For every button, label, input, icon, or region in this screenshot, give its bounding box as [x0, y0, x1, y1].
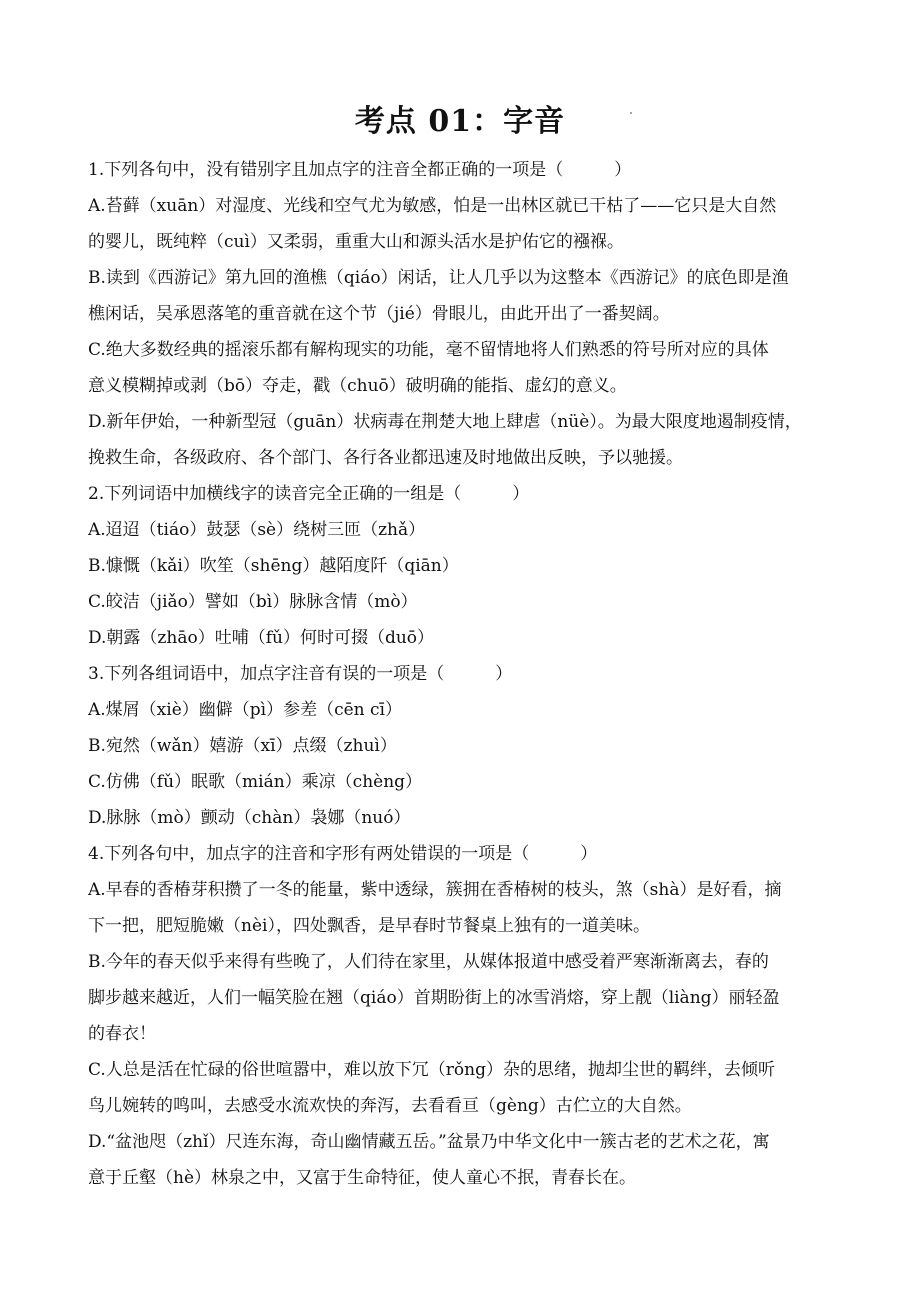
text-line: 的婴儿，既纯粹（cuì）又柔弱，重重大山和源头活水是护佑它的襁褓。 — [88, 232, 624, 252]
text-line: C.人总是活在忙碌的俗世喧嚣中，难以放下冗（rǒng）杂的思绪，抛却尘世的羁绊，去倾听 — [88, 1060, 775, 1080]
text-line: 挽救生命，各级政府、各个部门、各行各业都迅速及时地做出反映，予以驰援。 — [88, 448, 683, 468]
decorative-dot — [630, 112, 632, 114]
text-line: 鸟儿婉转的鸣叫，去感受水流欢快的奔泻，去看看亘（gèng）古伫立的大自然。 — [88, 1096, 692, 1116]
text-line: 脚步越来越近，人们一幅笑脸在翘（qiáo）首期盼街上的冰雪消熔，穿上靓（liàng）丽轻盈 — [88, 988, 780, 1008]
question-content — [88, 152, 838, 1196]
text-line: B.今年的春天似乎来得有些晚了，人们待在家里，从媒体报道中感受着严寒渐渐离去，春的 — [88, 952, 769, 972]
text-line: 意义模糊掉或剥（bō）夺走，戳（chuō）破明确的能指、虚幻的意义。 — [88, 376, 627, 396]
text-line: 的春衣！ — [88, 1024, 156, 1044]
text-line: A.迢迢（tiáo）鼓瑟（sè）绕树三匝（zhǎ） — [88, 520, 426, 540]
text-line: 2.下列词语中加横线字的读音完全正确的一组是（ ） — [88, 484, 530, 504]
text-line: D.新年伊始，一种新型冠（guān）状病毒在荆楚大地上肆虐（nüè）。为最大限度地遏制疫情， — [88, 412, 802, 432]
text-line: A.苔藓（xuān）对湿度、光线和空气尤为敏感，怕是一出林区就已干枯了——它只是大自然 — [88, 196, 777, 216]
text-line: C.皎洁（jiǎo）譬如（bì）脉脉含情（mò） — [88, 592, 418, 612]
text-line: A.早春的香椿芽积攒了一冬的能量，紫中透绿，簇拥在香椿树的枝头，煞（shà）是好看，摘 — [88, 880, 782, 900]
page-title: 考点 01：字音 — [354, 104, 566, 139]
text-line: B.读到《西游记》第九回的渔樵（qiáo）闲话，让人几乎以为这整本《西游记》的底色即是渔 — [88, 268, 789, 288]
text-line: 下一把，肥短脆嫩（nèi），四处飘香，是早春时节餐桌上独有的一道美味。 — [88, 916, 650, 936]
text-line: 樵闲话，吴承恩落笔的重音就在这个节（jié）骨眼儿，由此开出了一番契阔。 — [88, 304, 670, 324]
text-line: 1.下列各句中，没有错别字且加点字的注音全都正确的一项是（ ） — [88, 160, 632, 180]
text-line: D.“盆池咫（zhǐ）尺连东海，奇山幽情藏五岳。”盆景乃中华文化中一簇古老的艺术之花，寓 — [88, 1132, 770, 1152]
text-line: D.脉脉（mò）颤动（chàn）袅娜（nuó） — [88, 808, 411, 828]
text-line: B.慷慨（kǎi）吹笙（shēng）越陌度阡（qiān） — [88, 556, 459, 576]
text-line: C.仿佛（fǔ）眠歌（mián）乘凉（chèng） — [88, 772, 423, 792]
text-line: B.宛然（wǎn）嬉游（xī）点缀（zhuì） — [88, 736, 397, 756]
text-line: 意于丘壑（hè）林泉之中，又富于生命特征，使人童心不抿，青春长在。 — [88, 1168, 637, 1188]
text-line: 3.下列各组词语中，加点字注音有误的一项是（ ） — [88, 664, 513, 684]
text-line: D.朝露（zhāo）吐哺（fǔ）何时可掇（duō） — [88, 628, 435, 648]
text-line: C.绝大多数经典的摇滚乐都有解构现实的功能，毫不留情地将人们熟悉的符号所对应的具体 — [88, 340, 769, 360]
text-line: 4.下列各句中，加点字的注音和字形有两处错误的一项是（ ） — [88, 844, 598, 864]
text-line: A.煤屑（xiè）幽僻（pì）参差（cēn cī） — [88, 700, 402, 720]
